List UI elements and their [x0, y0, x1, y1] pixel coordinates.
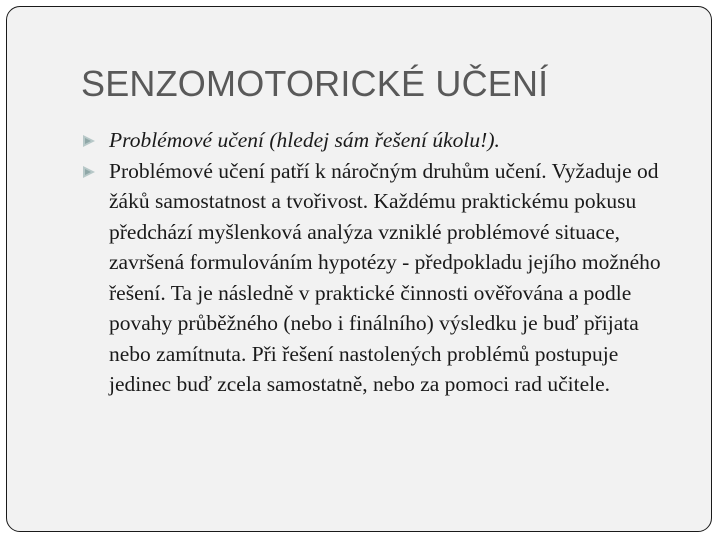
slide-title: SENZOMOTORICKÉ UČENÍ: [81, 63, 549, 104]
bullet-text: Problémové učení patří k náročným druhům učení. Vyžaduje od žáků samostatnost a tvořivost. Každému praktickému pokusu předchází myšlenková analýza vzniklé problémové situace, završená formulováním hypotézy - předpokladu jejího možného řešení. Ta je následně v praktické činnosti ověřována a podle povahy průběžného (nebo i finálního) výsledku je buď přijata nebo zamítnuta. Při řešení nastolených problémů postupuje jedinec buď zcela samostatně, nebo za pomoci rad učitele.: [109, 158, 661, 396]
bullet-item: [79, 125, 669, 156]
bullet-text: Problémové učení (hledej sám řešení úkolu!).: [109, 128, 500, 152]
arrow-bullet-icon: [83, 135, 95, 147]
bullet-item: [79, 156, 669, 400]
slide-frame: [6, 6, 712, 532]
arrow-bullet-icon: [83, 166, 95, 178]
slide-content: [79, 125, 669, 400]
